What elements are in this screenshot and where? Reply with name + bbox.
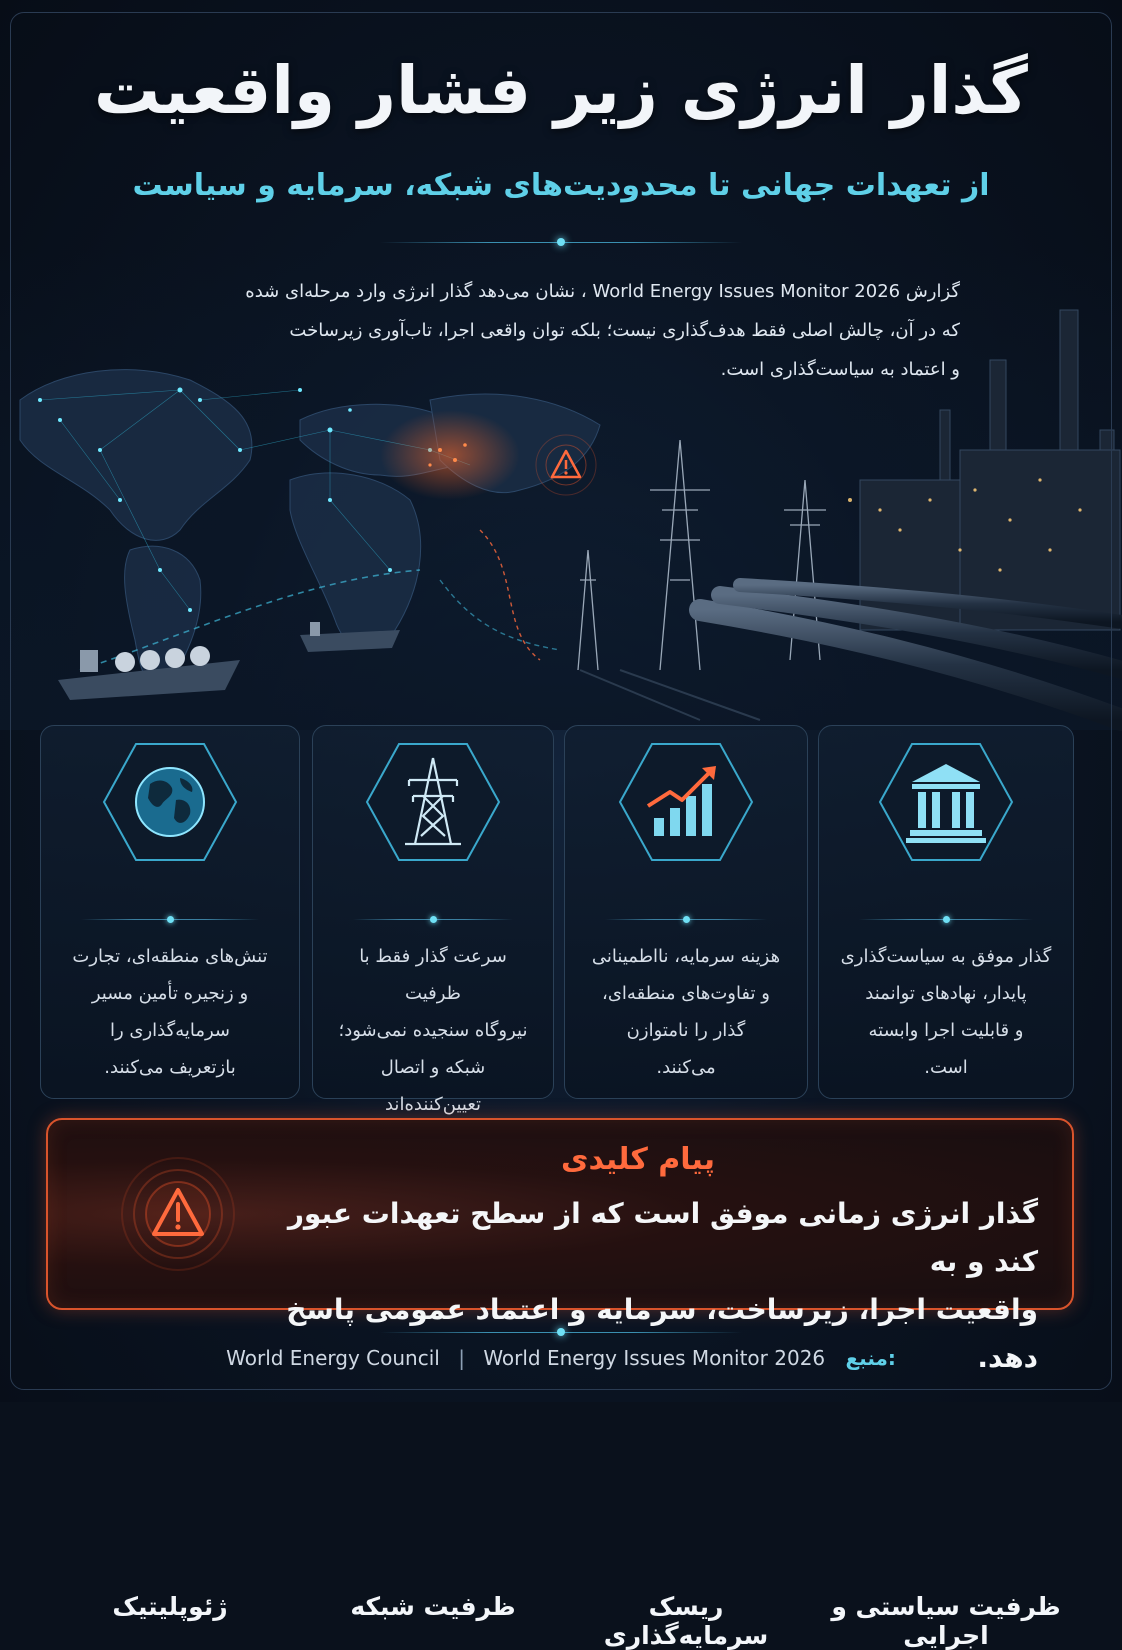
- institution-icon: [878, 740, 1014, 864]
- key-message-title: پیام کلیدی: [561, 1142, 715, 1177]
- footer-source-label: منبع:: [845, 1346, 896, 1370]
- card-title: ریسک سرمایه‌گذاری: [603, 1592, 769, 1650]
- card-geopolitics: [40, 725, 300, 1621]
- card-divider: [859, 919, 1033, 920]
- card-line: بازتعریف می‌کنند.: [104, 1057, 236, 1078]
- card-title: ظرفیت شبکه: [350, 1592, 516, 1621]
- footer-source-council: World Energy Council: [226, 1346, 440, 1370]
- source-footer: [0, 1346, 1122, 1370]
- card-line: گذار را نامتوازن: [626, 1020, 746, 1041]
- card-line: سرعت گذار فقط با ظرفیت: [359, 946, 507, 1004]
- card-body: [331, 938, 535, 1123]
- footer-source-report: World Energy Issues Monitor 2026: [483, 1346, 826, 1370]
- card-body: [837, 938, 1055, 1086]
- intro-line: گزارش World Energy Issues Monitor 2026 ، نشان می‌دهد گذار انرژی وارد مرحله‌ای شده: [245, 281, 960, 302]
- card-title: ژئوپلیتیک: [112, 1592, 228, 1621]
- card-line: نیروگاه سنجیده نمی‌شود؛: [338, 1020, 528, 1041]
- card-line: هزینه سرمایه، نااطمینانی: [591, 946, 781, 967]
- card-title: ظرفیت سیاستی و اجرایی: [831, 1592, 1061, 1650]
- investment-chart-icon: [618, 740, 754, 864]
- card-line: و تفاوت‌های منطقه‌ای،: [602, 983, 770, 1004]
- power-tower-icon: [365, 740, 501, 864]
- card-line: شبکه و اتصال تعیین‌کننده‌اند: [380, 1057, 486, 1115]
- card-line: گذار موفق به سیاست‌گذاری: [840, 946, 1052, 967]
- footer-separator: |: [458, 1346, 465, 1370]
- card-line: است.: [924, 1057, 968, 1078]
- card-body: [59, 938, 281, 1086]
- card-line: و زنجیره تأمین مسیر: [91, 983, 249, 1004]
- card-divider: [81, 919, 259, 920]
- intro-line: و اعتماد به سیاست‌گذاری است.: [720, 359, 960, 380]
- title-divider-dot: [557, 238, 565, 246]
- footer-divider-dot: [557, 1328, 565, 1336]
- card-divider: [605, 919, 767, 920]
- card-line: تنش‌های منطقه‌ای، تجارت: [72, 946, 268, 967]
- card-line: سرمایه‌گذاری را: [109, 1020, 230, 1041]
- card-divider: [353, 919, 513, 920]
- intro-paragraph: [190, 272, 960, 389]
- card-line: پایدار، نهادهای توانمند: [865, 983, 1027, 1004]
- page-subtitle: از تعهدات جهانی تا محدودیت‌های شبکه، سرمایه و سیاست: [132, 168, 990, 203]
- page-title: گذار انرژی زیر فشار واقعیت: [94, 52, 1028, 129]
- key-message-line: واقعیت اجرا، زیرساخت، سرمایه و اعتماد عمومی پاسخ دهد.: [286, 1293, 1038, 1374]
- globe-icon: [102, 740, 238, 864]
- card-line: و قابلیت اجرا وابسته: [868, 1020, 1024, 1041]
- card-line: می‌کنند.: [656, 1057, 716, 1078]
- warning-icon: [118, 1154, 238, 1274]
- intro-line: که در آن، چالش اصلی فقط هدف‌گذاری نیست؛ بلکه توان واقعی اجرا، تاب‌آوری زیرساخت: [289, 320, 960, 341]
- card-body: [583, 938, 789, 1086]
- key-message-line: گذار انرژی زمانی موفق است که از سطح تعهدات عبور کند و به: [287, 1197, 1038, 1278]
